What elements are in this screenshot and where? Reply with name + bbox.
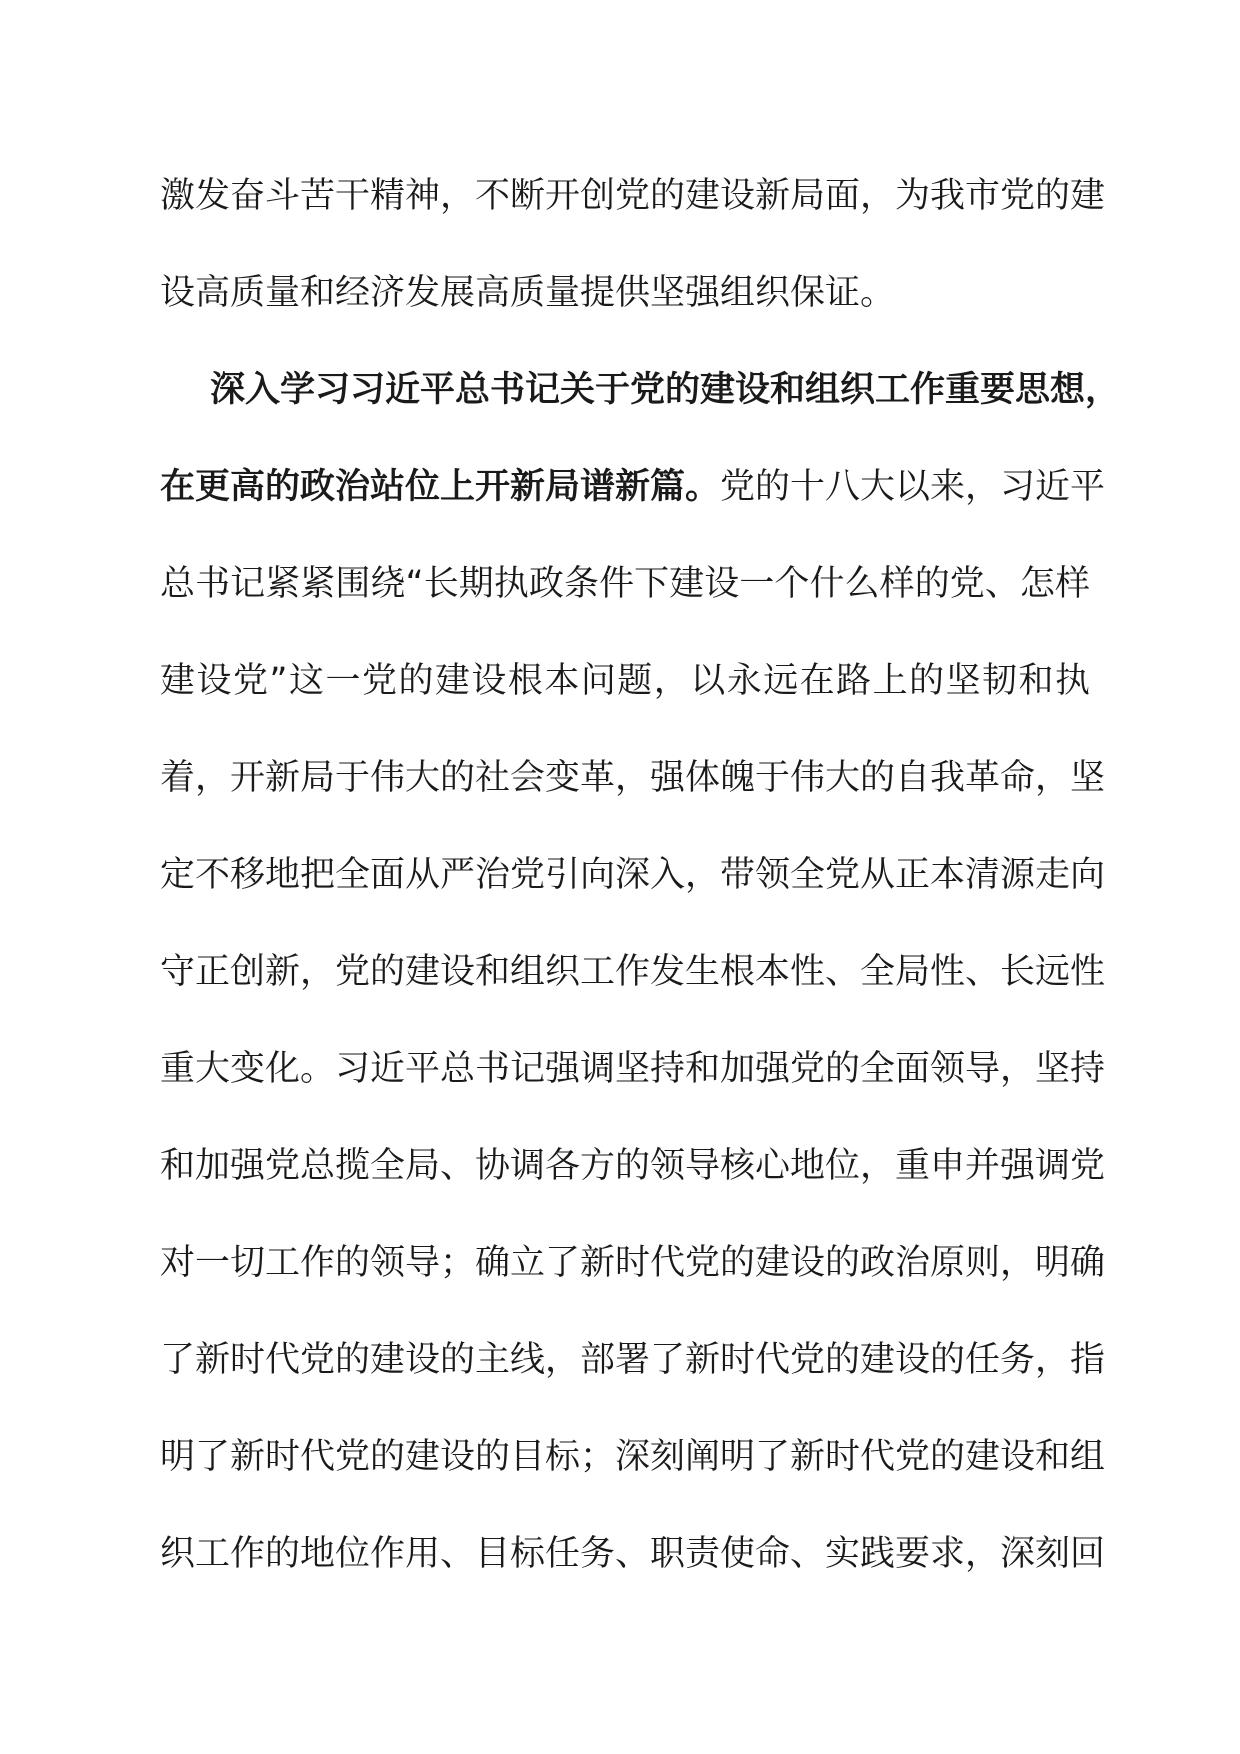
paragraph-line: 总书记紧紧围绕“长期执政条件下建设一个什么样的党、怎样 <box>160 564 1090 604</box>
paragraph-line: 明了新时代党的建设的目标；深刻阐明了新时代党的建设和组 <box>160 1437 1106 1477</box>
paragraph-line: 对一切工作的领导；确立了新时代党的建设的政治原则，明确 <box>160 1243 1106 1283</box>
paragraph-line: 建设党”这一党的建设根本问题，以永远在路上的坚韧和执 <box>160 661 1090 701</box>
paragraph-line: 着，开新局于伟大的社会变革，强体魄于伟大的自我革命，坚 <box>160 758 1106 798</box>
paragraph-line: 设高质量和经济发展高质量提供坚强组织保证。 <box>160 273 896 313</box>
paragraph-line: 重大变化。习近平总书记强调坚持和加强党的全面领导，坚持 <box>160 1049 1106 1089</box>
paragraph-line: 守正创新，党的建设和组织工作发生根本性、全局性、长远性 <box>160 952 1106 992</box>
paragraph-line: 和加强党总揽全局、协调各方的领导核心地位，重申并强调党 <box>160 1146 1106 1186</box>
paragraph-line: 激发奋斗苦干精神，不断开创党的建设新局面，为我市党的建 <box>160 176 1106 216</box>
section-heading-tail: 在更高的政治站位上开新局谱新篇。 <box>160 467 721 507</box>
paragraph-line: 定不移地把全面从严治党引向深入，带领全党从正本清源走向 <box>160 855 1106 895</box>
section-heading-line: 深入学习习近平总书记关于党的建设和组织工作重要思想， <box>210 370 1121 410</box>
body-text <box>160 148 1121 1603</box>
mixed-paragraph-line <box>160 439 1106 536</box>
paragraph-line: 织工作的地位作用、目标任务、职责使命、实践要求，深刻回 <box>160 1534 1106 1574</box>
paragraph-line: 了新时代党的建设的主线，部署了新时代党的建设的任务，指 <box>160 1340 1106 1380</box>
paragraph-text: 党的十八大以来，习近平 <box>720 467 1106 507</box>
